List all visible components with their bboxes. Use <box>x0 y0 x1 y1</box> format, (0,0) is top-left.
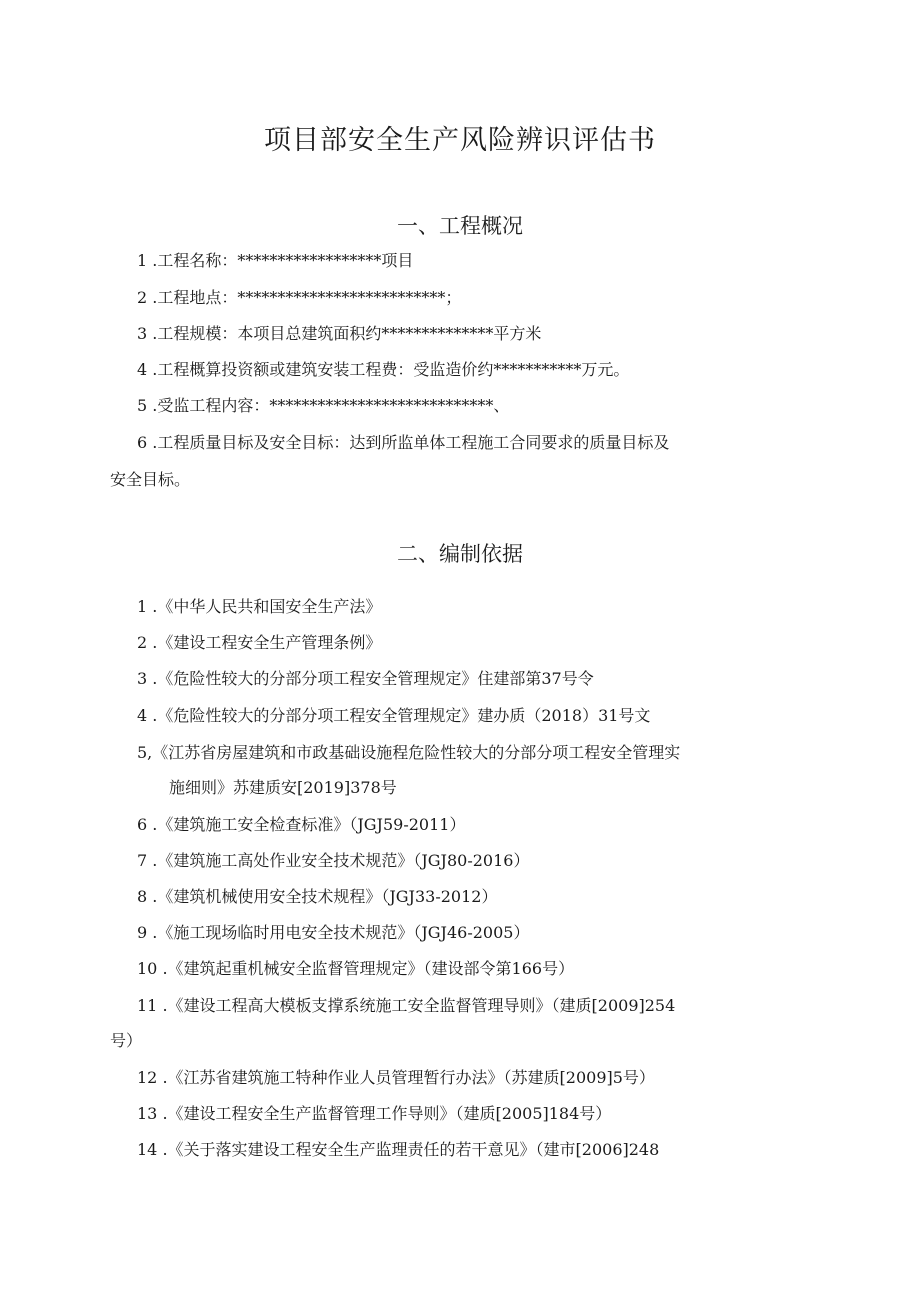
list-item: 2 .工程地点：**************************； <box>137 288 462 307</box>
list-item: 11 .《建设工程高大模板支撑系统施工安全监督管理导则》（建质[2009]254 <box>137 996 676 1015</box>
list-item: 3 .《危险性较大的分部分项工程安全管理规定》住建部第37号令 <box>137 669 594 688</box>
list-item: 3 .工程规模：本项目总建筑面积约**************平方米 <box>137 324 542 343</box>
list-item: 1 .《中华人民共和国安全生产法》 <box>137 597 382 616</box>
list-item: 13 .《建设工程安全生产监督管理工作导则》（建质[2005]184号） <box>137 1104 612 1123</box>
document-title: 项目部安全生产风险辨识评估书 <box>264 125 656 156</box>
list-item: 5 .受监工程内容：****************************、 <box>137 396 510 415</box>
list-item: 8 .《建筑机械使用安全技术规程》（JGJ33-2012） <box>137 887 498 906</box>
list-item: 9 .《施工现场临时用电安全技术规范》（JGJ46-2005） <box>137 923 530 942</box>
list-item-continuation: 施细则》苏建质安[2019]378号 <box>169 778 397 797</box>
section-heading-overview: 一、工程概况 <box>397 214 523 238</box>
list-item-continuation: 安全目标。 <box>110 470 191 489</box>
list-item: 10 .《建筑起重机械安全监督管理规定》（建设部令第166号） <box>137 959 575 978</box>
list-item: 5,《江苏省房屋建筑和市政基础设施程危险性较大的分部分项工程安全管理实 <box>137 743 681 762</box>
list-item: 12 .《江苏省建筑施工特种作业人员管理暂行办法》（苏建质[2009]5号） <box>137 1068 655 1087</box>
list-item: 6 .工程质量目标及安全目标：达到所监单体工程施工合同要求的质量目标及 <box>137 433 670 452</box>
list-item: 6 .《建筑施工安全检查标准》（JGJ59-2011） <box>137 815 466 834</box>
list-item: 7 .《建筑施工高处作业安全技术规范》（JGJ80-2016） <box>137 851 530 870</box>
list-item: 1 .工程名称：******************项目 <box>137 251 414 270</box>
list-item: 2 .《建设工程安全生产管理条例》 <box>137 633 382 652</box>
list-item: 4 .工程概算投资额或建筑安装工程费：受监造价约***********万元。 <box>137 360 630 379</box>
list-item: 14 .《关于落实建设工程安全生产监理责任的若干意见》（建市[2006]248 <box>137 1140 660 1159</box>
section-heading-basis: 二、编制依据 <box>397 542 523 566</box>
list-item-continuation: 号） <box>110 1031 143 1050</box>
list-item: 4 .《危险性较大的分部分项工程安全管理规定》建办质（2018）31号文 <box>137 706 651 725</box>
